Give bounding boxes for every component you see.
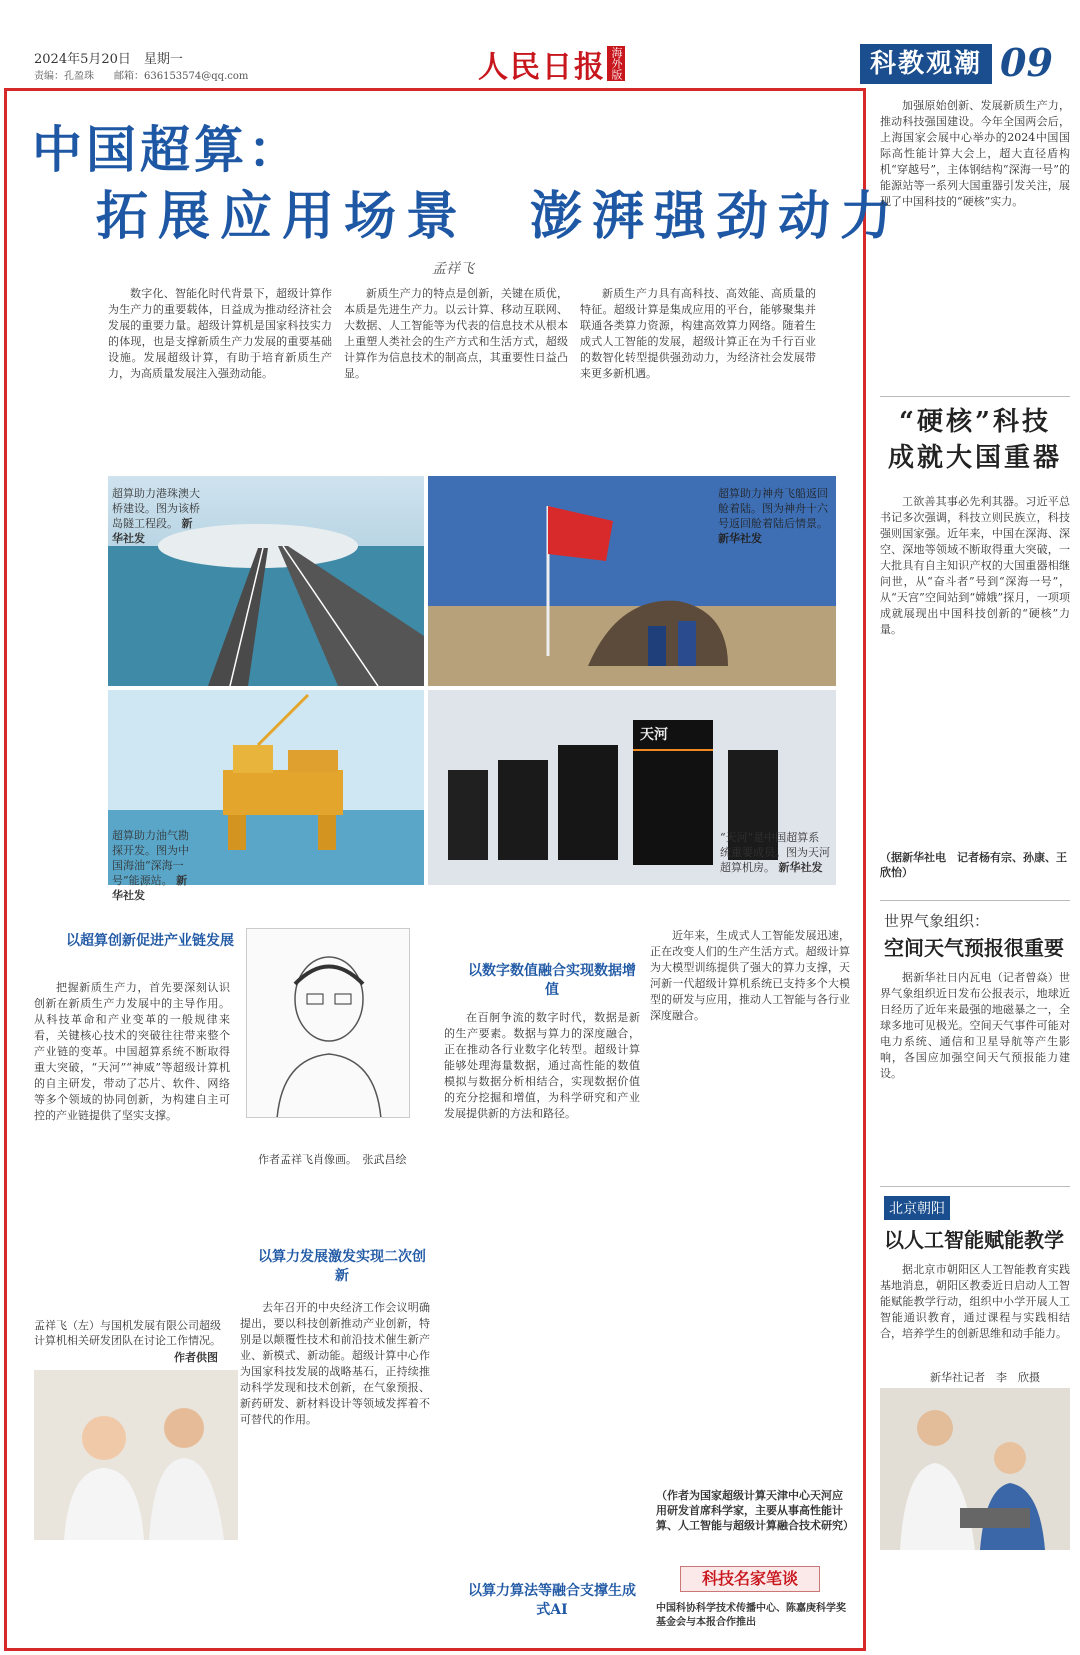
weather-kicker: 世界气象组织： [884, 912, 990, 930]
date-line: 2024年5月20日 星期一 [34, 52, 183, 67]
capsule-credit: 新华社发 [718, 532, 762, 545]
portrait-caption: 作者孟祥飞肖像画。 张武昌绘 [258, 1153, 407, 1166]
weather-head: 空间天气预报很重要 [884, 936, 1064, 960]
ai-credit: 新华社记者 李 欣摄 [930, 1371, 1040, 1384]
section-title: 科教观潮 [860, 44, 992, 84]
section-4-text: 近年来，生成式人工智能发展迅速，正在改变人们的生产生活方式。超级计算为大模型训练提供了强大的算力支撑，天河新一代超级计算机系统已支持多个大模型的研发与应用，推动人工智能与各行业深度融合。 [650, 929, 850, 1022]
author-note: （作者为国家超级计算天津中心天河应用研发首席科学家，主要从事高性能计算、人工智能与超级计算融合技术研究） [656, 1489, 854, 1532]
weather-text: 据新华社日内瓦电（记者曾焱）世界气象组织近日发布公报表示，地球近日经历了近年来最强的地磁暴之一，全球多地可见极光。空间天气事件可能对电力系统、通信和卫星导航等产生影响，各国应加强空间天气预报能力建设。 [880, 971, 1070, 1080]
byline: 孟祥飞 [432, 261, 474, 277]
sidebar-divider-2 [880, 900, 1070, 901]
bottom-photo-caption: 孟祥飞（左）与国机发展有限公司超级计算机相关研发团队在讨论工作情况。 [34, 1319, 221, 1347]
section-1-heading: 以超算创新促进产业链发展 [66, 933, 234, 949]
tianhe-rack-label: 天河 [640, 727, 668, 743]
section-3-text: 在百舸争流的数字时代，数据是新的生产要素。数据与算力的深度融合，正在推动各行业数字化转型。超级计算能够处理海量数据，通过高性能的数值模拟与数据分析相结合，实现数据价值的充分挖掘和增值，为科学研究和产业发展提供新的方法和路径。 [444, 1011, 640, 1120]
feature-head-line-1: “硬核”科技 [899, 407, 1051, 437]
title-line-2: 拓展应用场景 澎湃强劲动力 [96, 186, 903, 247]
bridge-credit: 新华社发 [112, 517, 193, 545]
column-sponsor: 中国科协科学技术传播中心、陈嘉庚科学奖基金会与本报合作推出 [656, 1603, 846, 1628]
title-line-1: 中国超算： [32, 120, 302, 179]
author-photo [34, 1370, 238, 1540]
section-4-heading: 以算力算法等融合支撑生成式AI [468, 1583, 636, 1618]
sidebar-divider-1 [880, 396, 1070, 397]
intro-col-1: 数字化、智能化时代背景下，超级计算作为生产力的重要载体，日益成为推动经济社会发展的重要力量。超级计算机是国家科技实力的体现，也是支撑新质生产力发展的重要基础设施。发展超级计算，有助于培育新质生产力，为高质量发展注入强劲动能。 [108, 287, 332, 380]
editor-line: 责编：孔盈珠 邮箱：636153574@qq.com [34, 71, 249, 82]
page-number: 09 [1000, 40, 1053, 85]
section-1-text: 把握新质生产力，首先要深刻认识创新在新质生产力发展中的主导作用。从科技革命和产业变革的一般规律来看，关键核心技术的突破往往带来整个产业链的变革。中国超算系统不断取得重大突破，“天河”“神威”等超级计算机的自主研发，带动了芯片、软件、网络等多个领域的协同创新，为构建自主可控的产业链提供了坚实支撑。 [34, 981, 230, 1122]
bridge-caption: 超算助力港珠澳大桥建设。图为该桥岛隧工程段。 [112, 487, 200, 530]
sidebar-top-text: 加强原始创新、发展新质生产力，推动科技强国建设。今年全国两会后，上海国家会展中心举办的2024中国国际高性能计算大会上，超大直径盾构机“穿越号”，主体钢结构“深海一号”的能源站等一系列大国重器引发关注，展现了中国科技的“硬核”实力。 [880, 99, 1070, 208]
column-name: 科技名家笔谈 [680, 1566, 820, 1592]
section-2-text: 去年召开的中央经济工作会议明确提出，要以科技创新推动产业创新，特别是以颠覆性技术和前沿技术催生新产业、新模式、新动能。超级计算中心作为国家科技发展的战略基石，正持续推动科学发现和技术创新，在气象预报、新药研发、新材料设计等领域发挥着不可替代的作用。 [240, 1301, 430, 1426]
masthead: 人民日报 [478, 50, 606, 85]
section-2-heading: 以算力发展激发实现二次创新 [258, 1249, 426, 1284]
ai-text: 据北京市朝阳区人工智能教育实践基地消息，朝阳区教委近日启动人工智能赋能教学行动，组织中小学开展人工智能通识教育，通过课程与实践相结合，培养学生的创新思维和动手能力。 [880, 1263, 1070, 1340]
beijing-tag: 北京朝阳 [884, 1196, 950, 1220]
ai-head: 以人工智能赋能教学 [884, 1228, 1064, 1252]
tianhe-credit: 新华社发 [778, 861, 823, 874]
section-3-heading: 以数字数值融合实现数据增值 [468, 963, 636, 998]
edition-badge: 海外版 [607, 46, 625, 81]
platform-credit: 新华社发 [112, 874, 188, 902]
sidebar-divider-3 [880, 1186, 1070, 1187]
feature-credit: （据新华社电 记者杨有宗、孙康、王欣怡） [880, 851, 1067, 879]
feature-text: 工欲善其事必先利其器。习近平总书记多次强调，科技立则民族立，科技强则国家强。近年来，中国在深海、深空、深地等领域不断取得重大突破，一大批具有自主知识产权的大国重器相继问世，从“奋斗者”号到“深海一号”，从“天宫”空间站到“嫦娥”探月，一项项成就展现出中国科技创新的“硬核”力量。 [880, 495, 1070, 636]
platform-caption: 超算助力油气勘探开发。图为中国海油“深海一号”能源站。 [112, 829, 189, 887]
classroom-photo [880, 1388, 1070, 1550]
feature-head-line-2: 成就大国重器 [887, 443, 1062, 473]
author-portrait-drawing [246, 928, 410, 1118]
bottom-photo-credit: 作者供图 [174, 1351, 218, 1364]
tianhe-caption: “天河”是中国超算系统重要成员。图为天河超算机房。 [720, 831, 830, 874]
intro-col-2: 新质生产力的特点是创新，关键在质优，本质是先进生产力。以云计算、移动互联网、大数据、人工智能等为代表的信息技术从根本上重塑人类社会的生产方式和生活方式，超级计算作为信息技术的制高点，其重要性日益凸显。 [344, 287, 568, 380]
capsule-caption: 超算助力神舟飞船返回舱着陆。图为神舟十六号返回舱着陆后情景。 [718, 487, 828, 530]
intro-col-3: 新质生产力具有高科技、高效能、高质量的特征。超级计算是集成应用的平台，能够聚集并联通各类算力资源，构建高效算力网络。随着生成式人工智能的发展，超级计算正在为千行百业的数智化转型提供强劲动力，为经济社会发展带来更多新机遇。 [580, 287, 816, 380]
